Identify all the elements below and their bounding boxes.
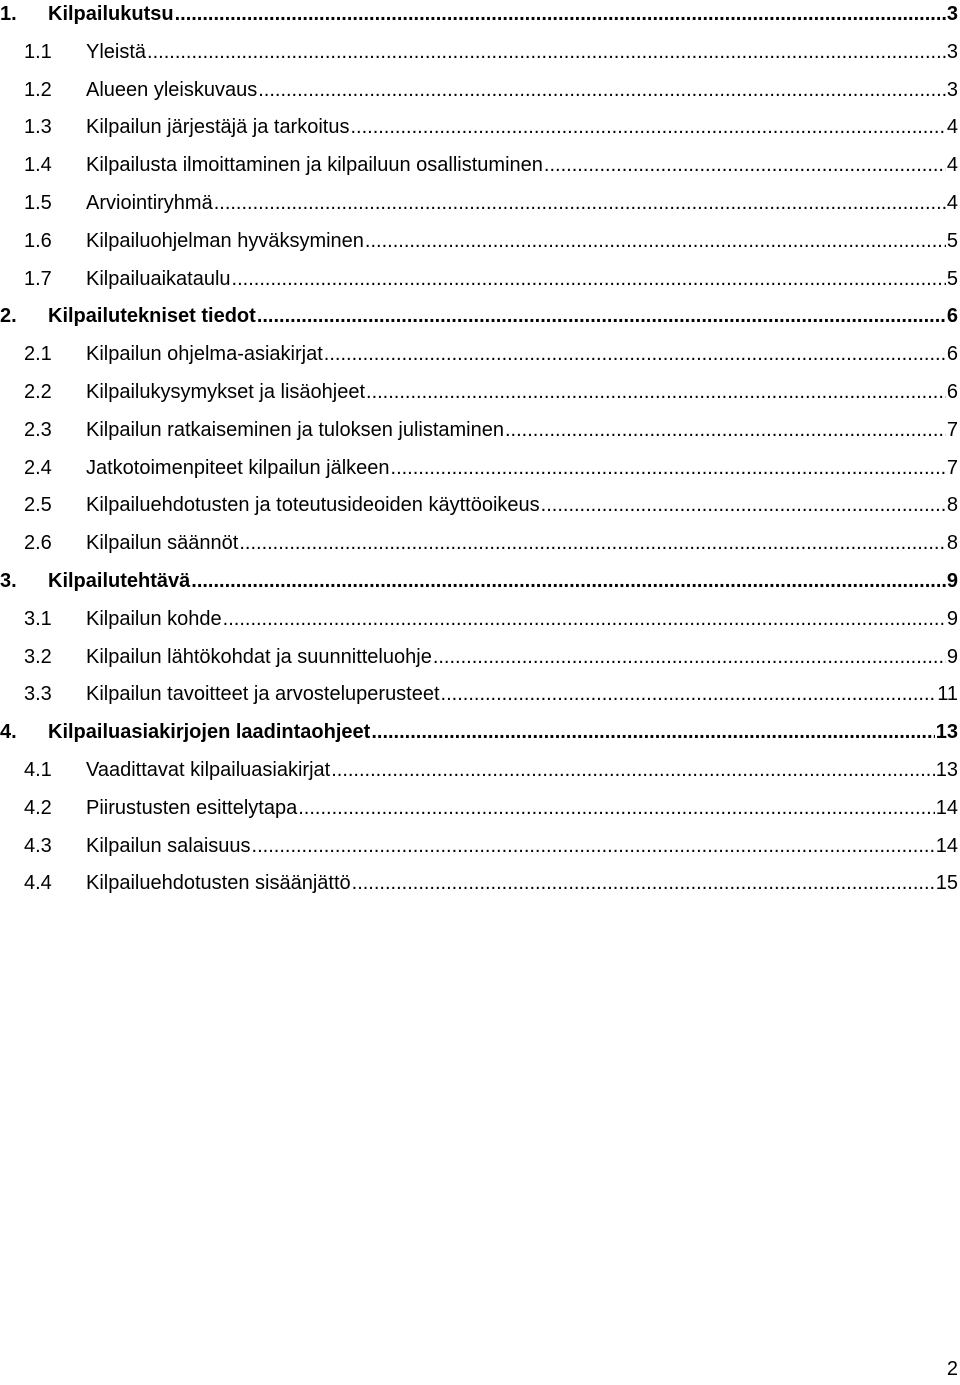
toc-dot-leader — [371, 718, 934, 746]
toc-section-entry[interactable] — [0, 605, 958, 643]
toc-entry-title: Yleistä — [86, 40, 147, 63]
toc-entry-page: 13 — [935, 721, 958, 744]
toc-section-entry[interactable] — [0, 76, 958, 114]
page-number: 2 — [946, 1358, 958, 1380]
toc-entry-number: 4. — [0, 721, 17, 744]
toc-entry-title: Kilpailuehdotusten sisäänjättö — [86, 872, 351, 895]
toc-entry-title: Arviointiryhmä — [86, 191, 213, 214]
toc-section-entry[interactable] — [0, 38, 958, 76]
toc-entry-number: 3.1 — [24, 607, 52, 630]
toc-dot-leader — [257, 302, 946, 330]
toc-section-entry[interactable] — [0, 151, 958, 189]
toc-entry-title: Kilpailun lähtökohdat ja suunnitteluohje — [86, 645, 432, 668]
toc-dot-leader — [365, 227, 946, 255]
toc-entry-title: Kilpailukysymykset ja lisäohjeet — [86, 380, 366, 403]
toc-entry-title: Kilpailuehdotusten ja toteutusideoiden käyttöoikeus — [86, 494, 540, 517]
toc-dot-leader — [232, 265, 946, 293]
toc-entry-number: 2.3 — [24, 418, 52, 441]
toc-entry-page: 8 — [946, 532, 958, 555]
toc-section-entry[interactable] — [0, 529, 958, 567]
toc-entry-page: 4 — [946, 191, 958, 214]
toc-entry-title: Kilpailutehtävä — [48, 569, 191, 592]
toc-entry-number: 1.4 — [24, 154, 52, 177]
toc-section-entry[interactable] — [0, 416, 958, 454]
toc-section-entry[interactable] — [0, 454, 958, 492]
toc-entry-title: Kilpailuohjelman hyväksyminen — [86, 229, 364, 252]
toc-section-entry[interactable] — [0, 491, 958, 529]
toc-entry-page: 7 — [946, 456, 958, 479]
toc-dot-leader — [252, 832, 935, 860]
toc-entry-page: 9 — [946, 569, 958, 592]
toc-entry-number: 1.7 — [24, 267, 52, 290]
toc-dot-leader — [350, 113, 945, 141]
toc-dot-leader — [191, 567, 946, 595]
toc-entry-number: 2. — [0, 305, 17, 328]
toc-entry-number: 4.1 — [24, 758, 52, 781]
toc-entry-number: 1.3 — [24, 116, 52, 139]
toc-entry-page: 8 — [946, 494, 958, 517]
toc-entry-number: 3.3 — [24, 683, 52, 706]
toc-dot-leader — [433, 643, 946, 671]
toc-dot-leader — [331, 756, 935, 784]
toc-dot-leader — [175, 0, 946, 28]
toc-dot-leader — [544, 151, 946, 179]
toc-entry-title: Kilpailun säännöt — [86, 532, 239, 555]
toc-entry-title: Kilpailutekniset tiedot — [48, 305, 256, 328]
toc-section-entry[interactable] — [0, 378, 958, 416]
toc-dot-leader — [239, 529, 946, 557]
toc-entry-title: Vaadittavat kilpailuasiakirjat — [86, 758, 331, 781]
toc-chapter-entry[interactable] — [0, 0, 958, 38]
toc-entry-page: 14 — [935, 834, 958, 857]
toc-entry-page: 6 — [946, 380, 958, 403]
toc-entry-number: 1.1 — [24, 40, 52, 63]
toc-dot-leader — [505, 416, 946, 444]
toc-entry-page: 15 — [935, 872, 958, 895]
toc-entry-title: Jatkotoimenpiteet kilpailun jälkeen — [86, 456, 390, 479]
toc-dot-leader — [147, 38, 946, 66]
toc-entry-title: Kilpailun ratkaiseminen ja tuloksen julistaminen — [86, 418, 504, 441]
toc-entry-title: Alueen yleiskuvaus — [86, 78, 258, 101]
toc-entry-page: 9 — [946, 645, 958, 668]
toc-entry-title: Kilpailukutsu — [48, 3, 174, 25]
toc-section-entry[interactable] — [0, 756, 958, 794]
toc-entry-page: 5 — [946, 229, 958, 252]
toc-section-entry[interactable] — [0, 794, 958, 832]
toc-entry-title: Kilpailuaikataulu — [86, 267, 231, 290]
toc-entry-page: 14 — [935, 796, 958, 819]
toc-entry-page: 6 — [946, 305, 958, 328]
toc-dot-leader — [541, 491, 946, 519]
toc-entry-page: 7 — [946, 418, 958, 441]
toc-entry-page: 11 — [937, 683, 958, 706]
toc-entry-page: 6 — [946, 343, 958, 366]
toc-chapter-entry[interactable] — [0, 567, 958, 605]
toc-entry-number: 3. — [0, 569, 17, 592]
toc-dot-leader — [214, 189, 946, 217]
toc-section-entry[interactable] — [0, 832, 958, 870]
toc-dot-leader — [352, 869, 935, 897]
toc-entry-number: 4.3 — [24, 834, 52, 857]
toc-entry-title: Kilpailun ohjelma-asiakirjat — [86, 343, 323, 366]
toc-entry-number: 1.5 — [24, 191, 52, 214]
toc-chapter-entry[interactable] — [0, 718, 958, 756]
toc-entry-number: 1.2 — [24, 78, 52, 101]
toc-entry-title: Piirustusten esittelytapa — [86, 796, 298, 819]
toc-entry-page: 3 — [946, 78, 958, 101]
toc-entry-number: 2.5 — [24, 494, 52, 517]
toc-entry-number: 1.6 — [24, 229, 52, 252]
toc-dot-leader — [441, 680, 937, 708]
toc-entry-title: Kilpailun kohde — [86, 607, 222, 630]
toc-dot-leader — [324, 340, 946, 368]
toc-dot-leader — [258, 76, 946, 104]
toc-entry-page: 3 — [946, 3, 958, 25]
toc-section-entry[interactable] — [0, 189, 958, 227]
toc-dot-leader — [391, 454, 946, 482]
toc-entry-page: 3 — [946, 40, 958, 63]
toc-section-entry[interactable] — [0, 340, 958, 378]
toc-entry-title: Kilpailun salaisuus — [86, 834, 251, 857]
toc-dot-leader — [223, 605, 946, 633]
toc-entry-number: 2.2 — [24, 380, 52, 403]
toc-entry-title: Kilpailun tavoitteet ja arvosteluperusteet — [86, 683, 440, 706]
toc-entry-page: 9 — [946, 607, 958, 630]
toc-dot-leader — [298, 794, 935, 822]
toc-entry-page: 13 — [935, 758, 958, 781]
toc-entry-title: Kilpailusta ilmoittaminen ja kilpailuun osallistuminen — [86, 154, 543, 177]
toc-entry-number: 2.1 — [24, 343, 52, 366]
toc-section-entry[interactable] — [0, 643, 958, 681]
toc-entry-number: 4.4 — [24, 872, 52, 895]
toc-entry-title: Kilpailuasiakirjojen laadintaohjeet — [48, 721, 371, 744]
toc-dot-leader — [366, 378, 946, 406]
toc-entry-number: 3.2 — [24, 645, 52, 668]
toc-section-entry[interactable] — [0, 869, 958, 907]
toc-entry-page: 4 — [946, 154, 958, 177]
toc-entry-page: 5 — [946, 267, 958, 290]
toc-entry-title: Kilpailun järjestäjä ja tarkoitus — [86, 116, 350, 139]
toc-section-entry[interactable] — [0, 265, 958, 303]
toc-section-entry[interactable] — [0, 113, 958, 151]
toc-entry-number: 4.2 — [24, 796, 52, 819]
toc-section-entry[interactable] — [0, 227, 958, 265]
toc-section-entry[interactable] — [0, 680, 958, 718]
toc-entry-number: 2.6 — [24, 532, 52, 555]
toc-entry-number: 2.4 — [24, 456, 52, 479]
toc-chapter-entry[interactable] — [0, 302, 958, 340]
toc-entry-number: 1. — [0, 3, 17, 25]
toc-entry-page: 4 — [946, 116, 958, 139]
